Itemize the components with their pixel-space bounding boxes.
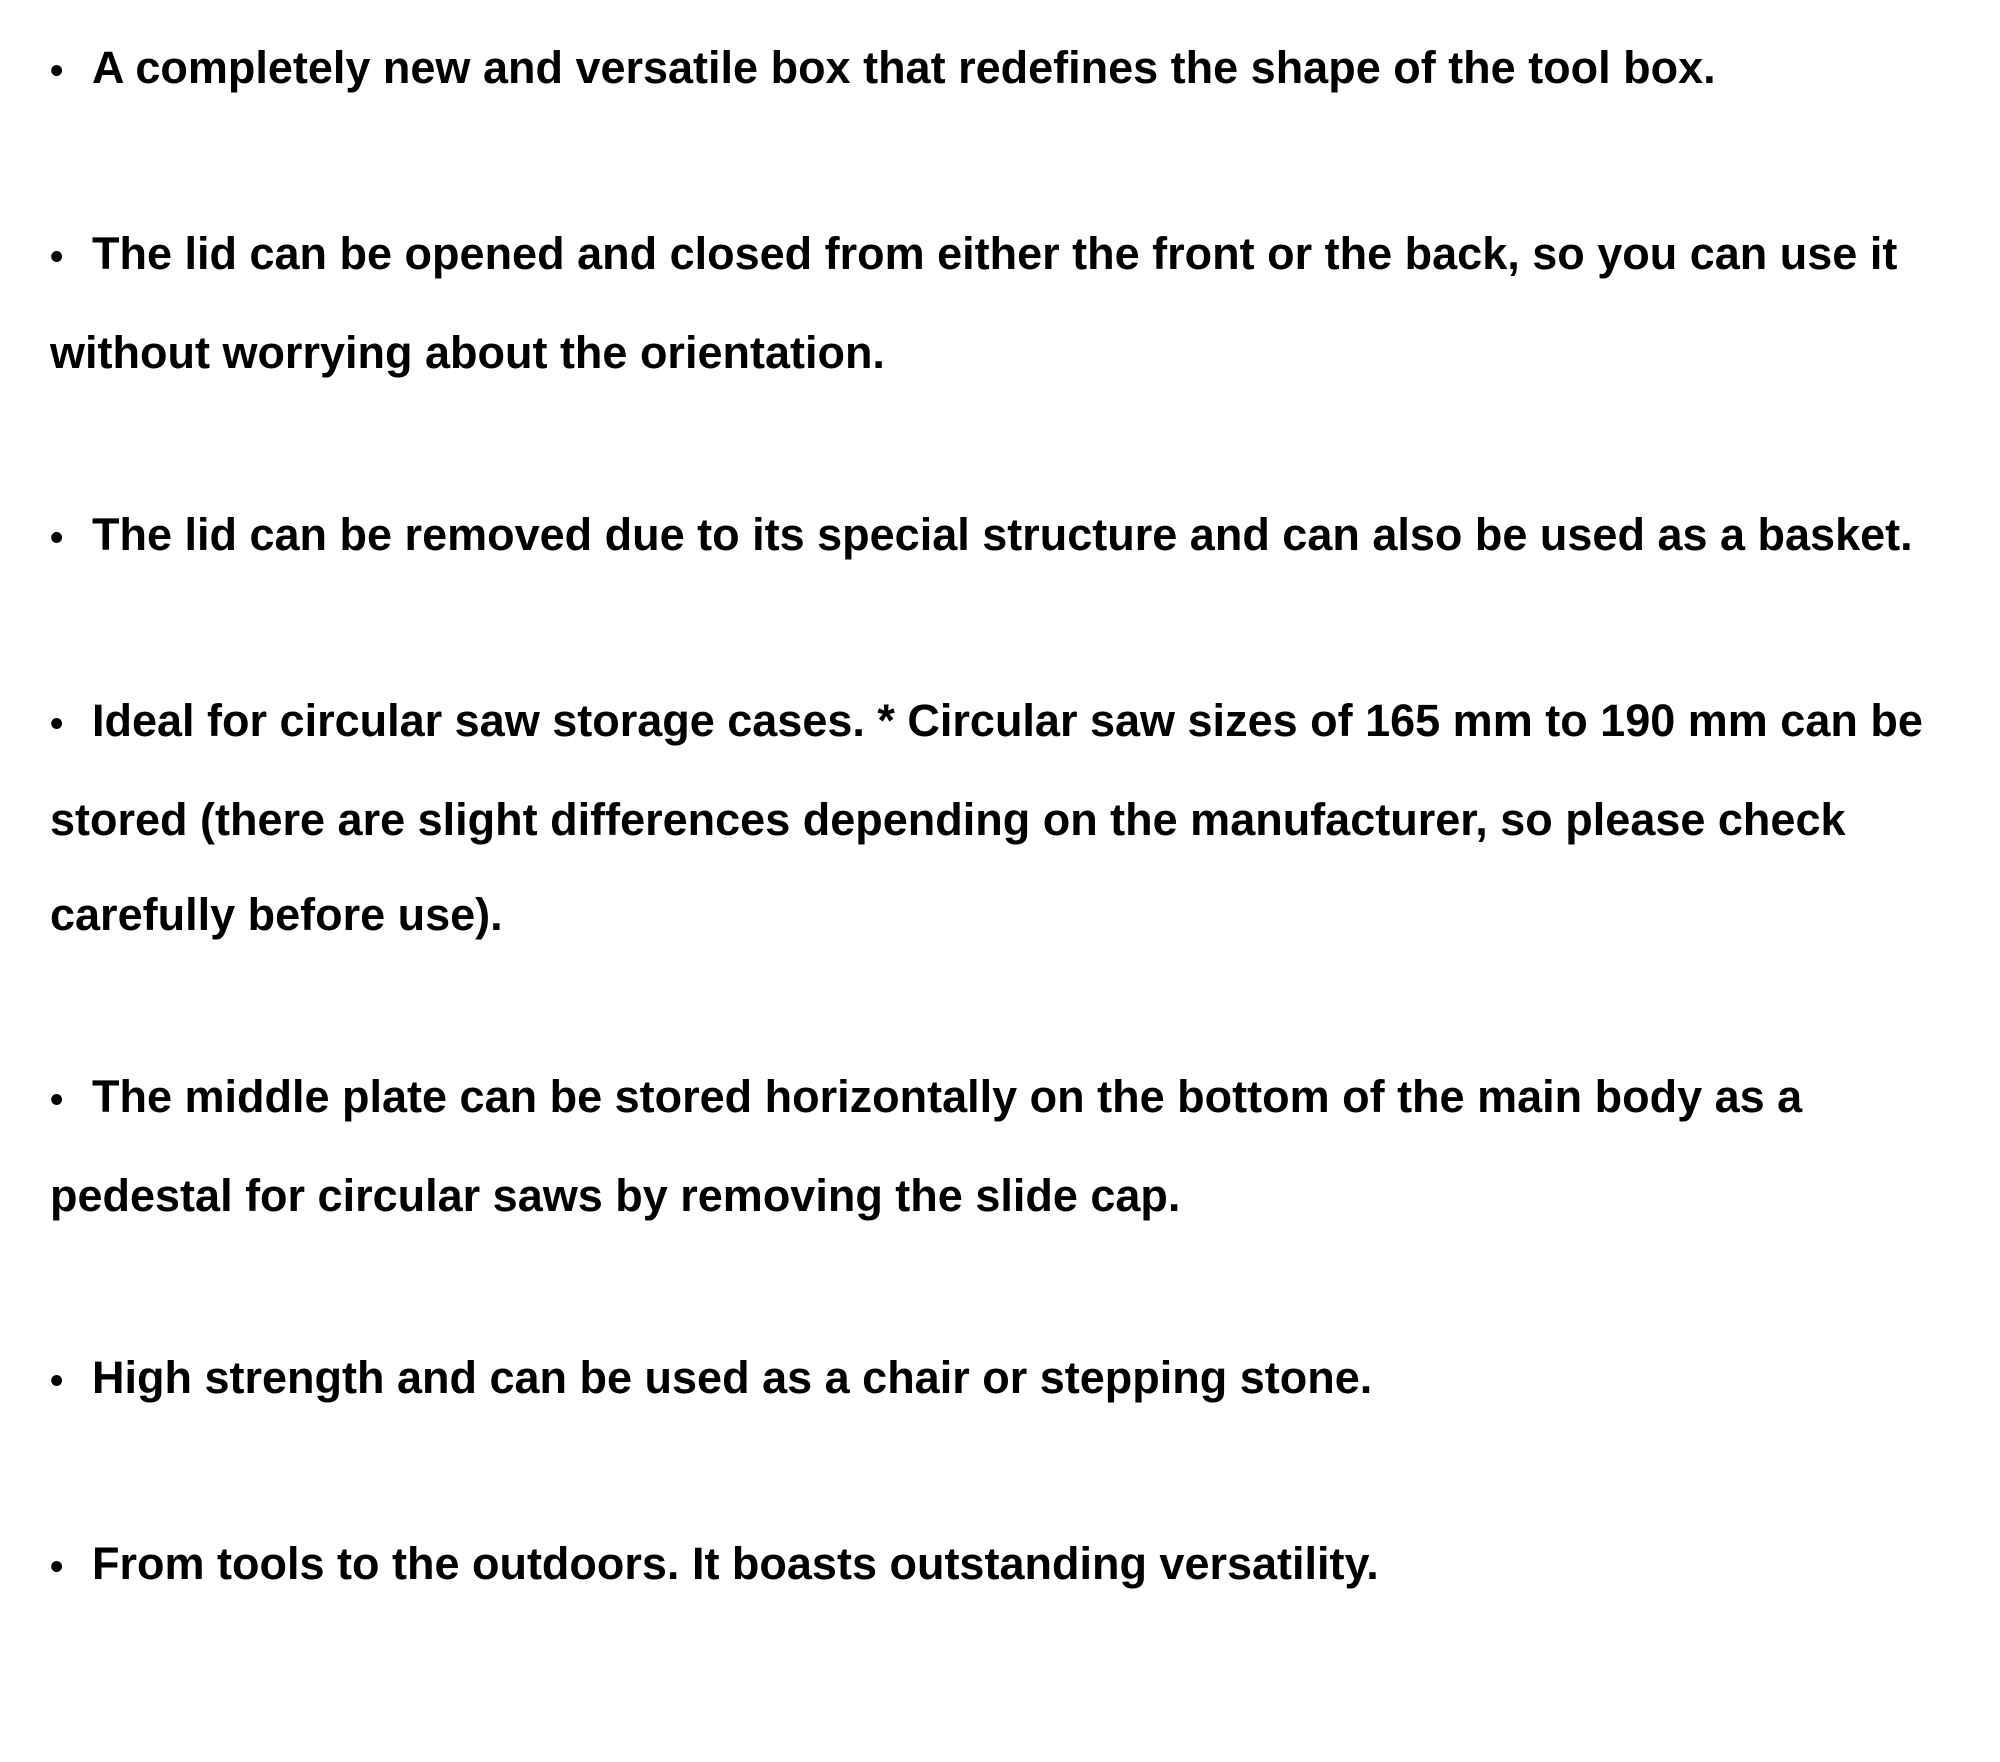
- bullet-icon: •: [50, 517, 64, 559]
- feature-list: [50, 20, 1970, 1702]
- feature-item-lid-orientation: [50, 206, 1970, 400]
- bullet-icon: •: [50, 1546, 64, 1588]
- feature-text: The lid can be opened and closed from either the front or the back, so you can use it without worrying about the orientation.: [50, 228, 1898, 378]
- bullet-icon: •: [50, 50, 64, 92]
- feature-text: High strength and can be used as a chair or stepping stone.: [92, 1352, 1373, 1403]
- feature-item-middle-plate: [50, 1049, 1970, 1243]
- bullet-icon: •: [50, 236, 64, 278]
- feature-text: Ideal for circular saw storage cases. * Circular saw sizes of 165 mm to 190 mm can be stored (there are slight differences depending on the manufacturer, so please check carefully before use).: [50, 695, 1923, 940]
- bullet-icon: •: [50, 703, 64, 745]
- feature-item-high-strength: [50, 1330, 1970, 1429]
- bullet-icon: •: [50, 1360, 64, 1402]
- feature-item-removable-lid: [50, 487, 1970, 586]
- feature-item-circular-saw-storage: [50, 673, 1970, 962]
- bullet-icon: •: [50, 1079, 64, 1121]
- feature-text: A completely new and versatile box that redefines the shape of the tool box.: [92, 42, 1716, 93]
- feature-item-versatile-box: [50, 20, 1970, 119]
- feature-text: From tools to the outdoors. It boasts outstanding versatility.: [92, 1538, 1379, 1589]
- feature-text: The lid can be removed due to its special structure and can also be used as a basket.: [92, 509, 1913, 560]
- feature-item-versatility: [50, 1516, 1970, 1615]
- feature-text: The middle plate can be stored horizontally on the bottom of the main body as a pedestal for circular saws by removing the slide cap.: [50, 1071, 1803, 1221]
